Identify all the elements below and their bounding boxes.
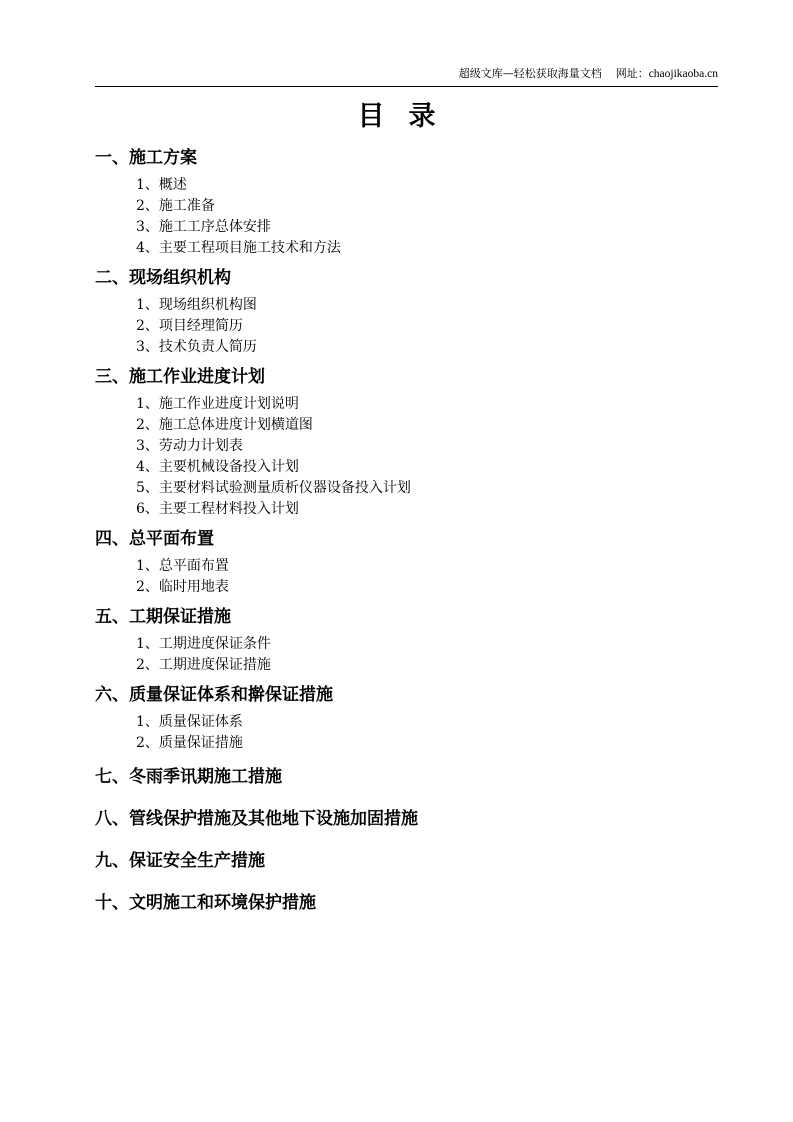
toc-subsection-item[interactable]: 1、现场组织机构图 (136, 297, 257, 313)
toc-subsection-item[interactable]: 2、施工准备 (136, 198, 215, 214)
toc-sections (95, 145, 715, 932)
toc-section-title[interactable]: 八、管线保护措施及其他地下设施加固措施 (95, 809, 418, 829)
toc-subsection-list (136, 390, 715, 526)
toc-subsection-list (136, 630, 715, 682)
toc-section (95, 145, 715, 265)
toc-subsection-item[interactable]: 1、施工作业进度计划说明 (136, 396, 299, 412)
toc-subsection-item[interactable]: 4、主要机械设备投入计划 (136, 459, 299, 475)
toc-section-title[interactable]: 七、冬雨季讯期施工措施 (95, 767, 282, 787)
toc-section (95, 526, 715, 604)
toc-section-title[interactable]: 三、施工作业进度计划 (95, 367, 265, 387)
toc-section (95, 890, 715, 916)
toc-subsection-item[interactable]: 1、工期进度保证条件 (136, 636, 271, 652)
toc-subsection-list (136, 708, 715, 760)
toc-subsection-item[interactable]: 4、主要工程项目施工技术和方法 (136, 240, 341, 256)
toc-subsection-item[interactable]: 1、总平面布置 (136, 558, 229, 574)
toc-section (95, 364, 715, 526)
toc-subsection-item[interactable]: 6、主要工程材料投入计划 (136, 501, 299, 517)
toc-subsection-item[interactable]: 5、主要材料试验测量质析仪器设备投入计划 (136, 480, 411, 496)
toc-section (95, 604, 715, 682)
toc-subsection-item[interactable]: 2、施工总体进度计划横道图 (136, 417, 313, 433)
toc-subsection-list (136, 552, 715, 604)
toc-subsection-list (136, 171, 715, 265)
toc-section-title[interactable]: 四、总平面布置 (95, 529, 214, 549)
toc-subsection-item[interactable]: 3、施工工序总体安排 (136, 219, 271, 235)
toc-subsection-item[interactable]: 1、质量保证体系 (136, 714, 243, 730)
toc-section (95, 764, 715, 790)
toc-section (95, 848, 715, 874)
toc-title: 目录 (357, 101, 460, 132)
toc-section-title[interactable]: 五、工期保证措施 (95, 607, 231, 627)
toc-section (95, 806, 715, 832)
toc-section-title[interactable]: 六、质量保证体系和擀保证措施 (95, 685, 333, 705)
toc-subsection-item[interactable]: 2、工期进度保证措施 (136, 657, 271, 673)
header-url: chaojikaoba.cn (648, 68, 718, 80)
toc-subsection-item[interactable]: 3、技术负责人简历 (136, 339, 257, 355)
page-header (95, 66, 718, 87)
toc-subsection-item[interactable]: 1、概述 (136, 177, 187, 193)
toc-subsection-item[interactable]: 2、临时用地表 (136, 579, 229, 595)
toc-section-title[interactable]: 二、现场组织机构 (95, 268, 231, 288)
toc-subsection-item[interactable]: 3、劳动力计划表 (136, 438, 243, 454)
toc-section-title[interactable]: 十、文明施工和环境保护措施 (95, 893, 316, 913)
header-url-label: 网址： (615, 67, 649, 80)
toc-section-title[interactable]: 九、保证安全生产措施 (95, 851, 265, 871)
toc-subsection-item[interactable]: 2、项目经理简历 (136, 318, 243, 334)
toc-subsection-item[interactable]: 2、质量保证措施 (136, 735, 243, 751)
toc-section-title[interactable]: 一、施工方案 (95, 148, 197, 168)
toc-subsection-list (136, 291, 715, 364)
toc-section (95, 265, 715, 364)
toc-section (95, 682, 715, 760)
header-site-text: 超级文库—轻松获取海量文档 (458, 67, 602, 80)
